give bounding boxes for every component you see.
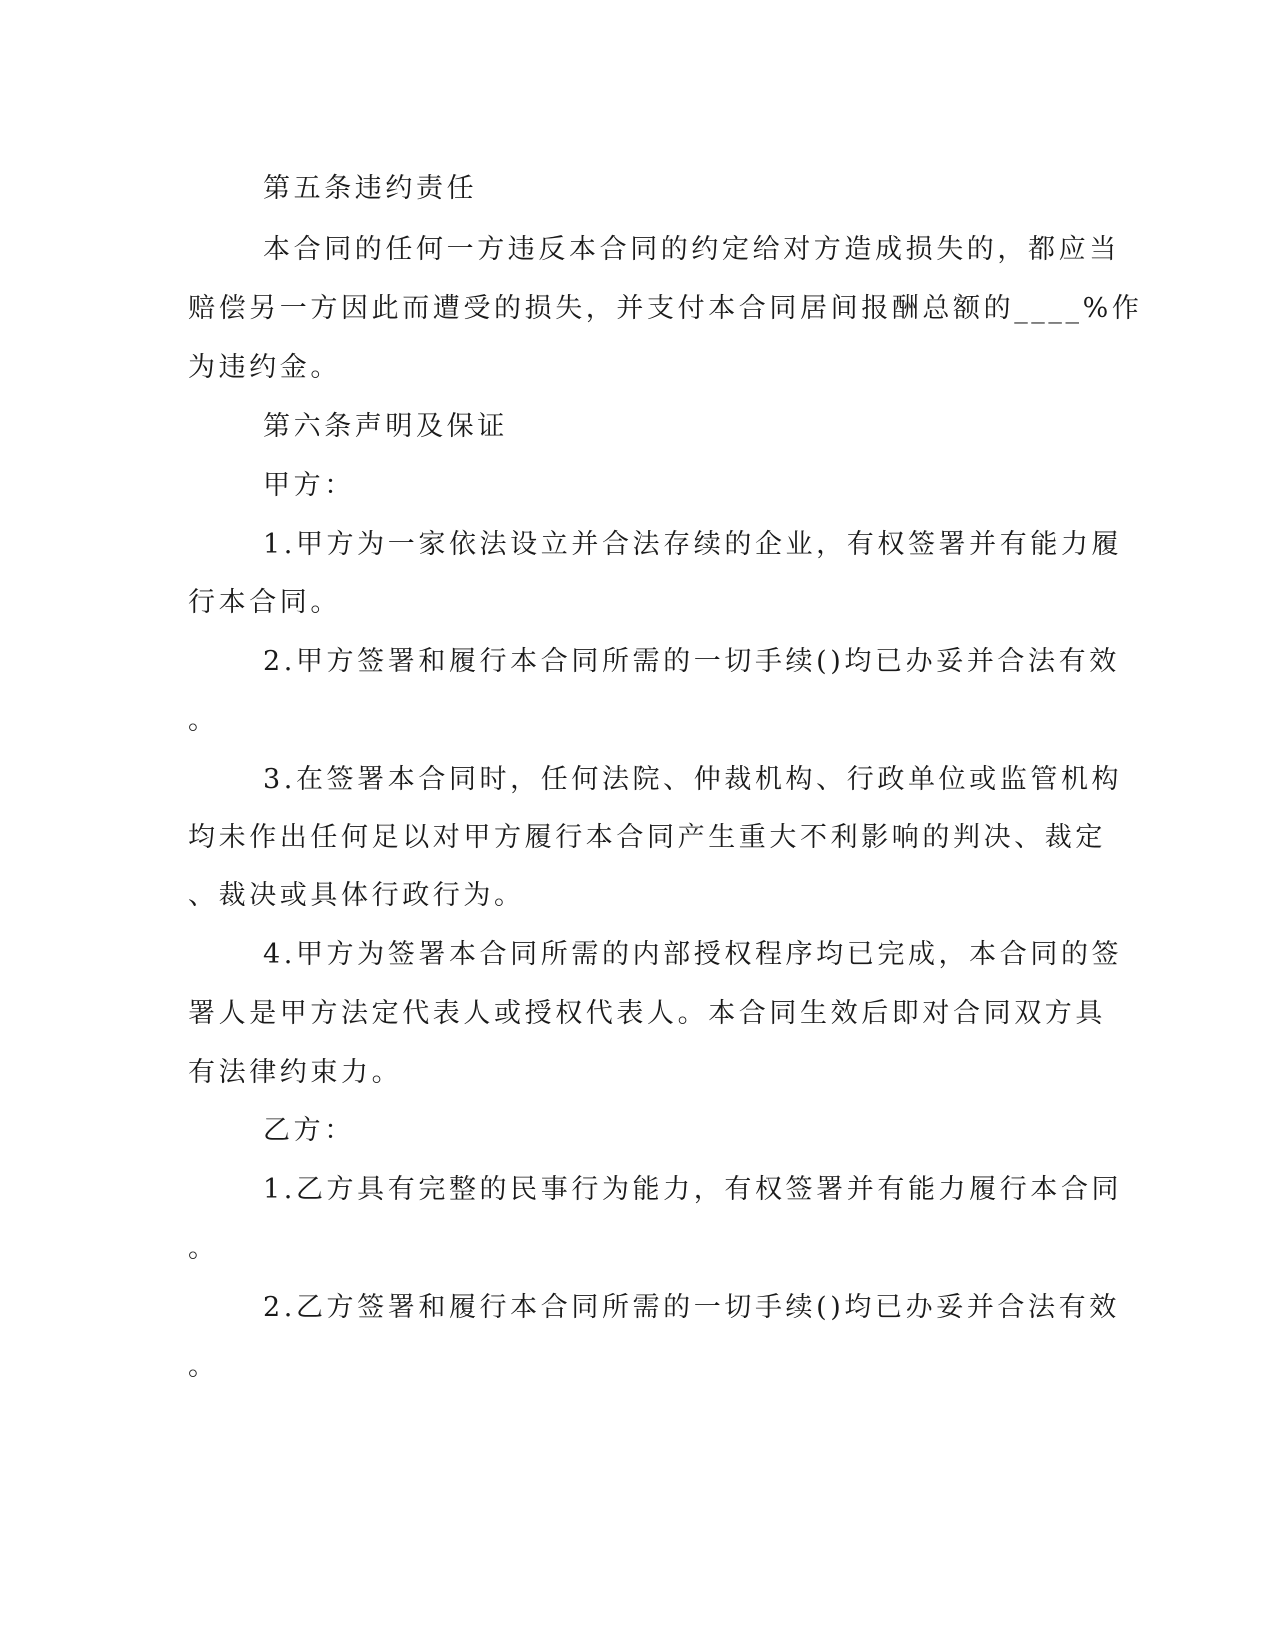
paragraph-line: 本合同的任何一方违反本合同的约定给对方造成损失的，都应当	[263, 234, 1120, 265]
paragraph-line: 行本合同。	[188, 587, 341, 618]
paragraph-line: 1.乙方具有完整的民事行为能力，有权签署并有能力履行本合同	[263, 1174, 1123, 1205]
party-a-heading: 甲方：	[263, 470, 355, 501]
paragraph-line: 、裁决或具体行政行为。	[188, 880, 525, 911]
paragraph-line: 2.乙方签署和履行本合同所需的一切手续()均已办妥并合法有效	[263, 1292, 1120, 1323]
paragraph-line: 。	[188, 705, 219, 736]
paragraph-line: 4.甲方为签署本合同所需的内部授权程序均已完成，本合同的签	[263, 939, 1123, 970]
paragraph-line: 3.在签署本合同时，任何法院、仲裁机构、行政单位或监管机构	[263, 764, 1123, 795]
paragraph-line: 2.甲方签署和履行本合同所需的一切手续()均已办妥并合法有效	[263, 646, 1120, 677]
section-heading-warranties: 第六条声明及保证	[263, 411, 508, 442]
paragraph-line: 。	[188, 1351, 219, 1382]
paragraph-line: 赔偿另一方因此而遭受的损失，并支付本合同居间报酬总额的____%作	[188, 293, 1143, 324]
paragraph-line: 为违约金。	[188, 352, 341, 383]
party-b-heading: 乙方：	[263, 1115, 355, 1146]
paragraph-line: 有法律约束力。	[188, 1057, 403, 1088]
paragraph-line: 均未作出任何足以对甲方履行本合同产生重大不利影响的判决、裁定	[188, 822, 1106, 853]
paragraph-line: 署人是甲方法定代表人或授权代表人。本合同生效后即对合同双方具	[188, 998, 1106, 1029]
paragraph-line: 1.甲方为一家依法设立并合法存续的企业，有权签署并有能力履	[263, 529, 1123, 560]
paragraph-line: 。	[188, 1233, 219, 1264]
section-heading-breach: 第五条违约责任	[263, 173, 478, 204]
